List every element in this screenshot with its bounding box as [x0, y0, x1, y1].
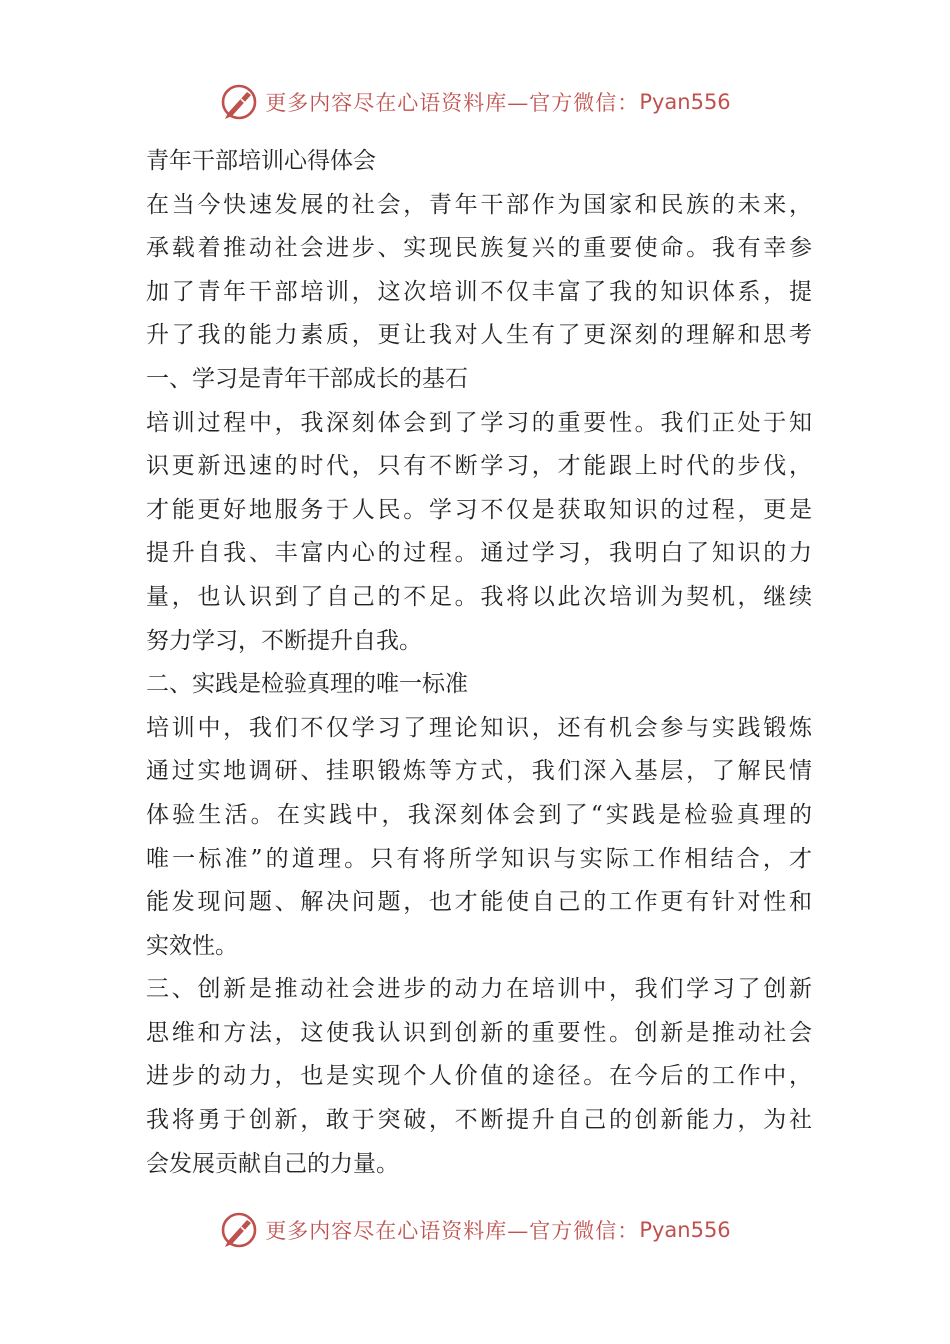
text-line: 体验生活。在实践中，我深刻体会到了“实践是检验真理的 — [146, 801, 812, 828]
text-line: 升了我的能力素质，更让我对人生有了更深刻的理解和思考 — [146, 322, 812, 349]
text-line: 才能更好地服务于人民。学习不仅是获取知识的过程，更是 — [146, 496, 812, 523]
banner-wechat-id: Pyan556 — [639, 90, 731, 114]
banner-text: 更多内容尽在心语资料库—官方微信： — [265, 1219, 640, 1243]
text-line: 在当今快速发展的社会，青年干部作为国家和民族的未来， — [146, 191, 812, 218]
header-banner — [0, 80, 950, 124]
pen-logo-icon — [219, 1210, 259, 1250]
text-line: 二、实践是检验真理的唯一标准 — [146, 671, 468, 698]
text-line: 培训中，我们不仅学习了理论知识，还有机会参与实践锻炼 — [146, 714, 812, 741]
text-line: 三、创新是推动社会进步的动力在培训中，我们学习了创新 — [146, 976, 812, 1003]
document-title: 青年干部培训心得体会 — [146, 148, 376, 174]
footer-banner — [0, 1208, 950, 1252]
text-line: 能发现问题、解决问题，也才能使自己的工作更有针对性和 — [146, 889, 812, 916]
text-line: 培训过程中，我深刻体会到了学习的重要性。我们正处于知 — [146, 409, 812, 436]
banner-text: 更多内容尽在心语资料库—官方微信： — [265, 91, 640, 115]
text-line: 努力学习，不断提升自我。 — [146, 627, 422, 654]
text-line: 实效性。 — [146, 932, 238, 959]
text-line: 我将勇于创新，敢于突破，不断提升自己的创新能力，为社 — [146, 1107, 812, 1134]
text-line: 进步的动力，也是实现个人价值的途径。在今后的工作中， — [146, 1063, 812, 1090]
document-body — [146, 140, 812, 1186]
text-line: 思维和方法，这使我认识到创新的重要性。创新是推动社会 — [146, 1019, 812, 1046]
text-line: 通过实地调研、挂职锻炼等方式，我们深入基层，了解民情 — [146, 758, 812, 785]
text-line: 量，也认识到了自己的不足。我将以此次培训为契机，继续 — [146, 583, 812, 610]
text-line: 一、学习是青年干部成长的基石 — [146, 365, 468, 392]
text-line: 承载着推动社会进步、实现民族复兴的重要使命。我有幸参 — [146, 235, 812, 262]
text-line: 提升自我、丰富内心的过程。通过学习，我明白了知识的力 — [146, 540, 812, 567]
text-line: 会发展贡献自己的力量。 — [146, 1150, 399, 1177]
text-line: 识更新迅速的时代，只有不断学习，才能跟上时代的步伐， — [146, 453, 812, 480]
text-line: 唯一标准”的道理。只有将所学知识与实际工作相结合，才 — [146, 845, 812, 872]
banner-wechat-id: Pyan556 — [639, 1218, 731, 1242]
text-line: 加了青年干部培训，这次培训不仅丰富了我的知识体系，提 — [146, 278, 812, 305]
pen-logo-icon — [219, 82, 259, 122]
